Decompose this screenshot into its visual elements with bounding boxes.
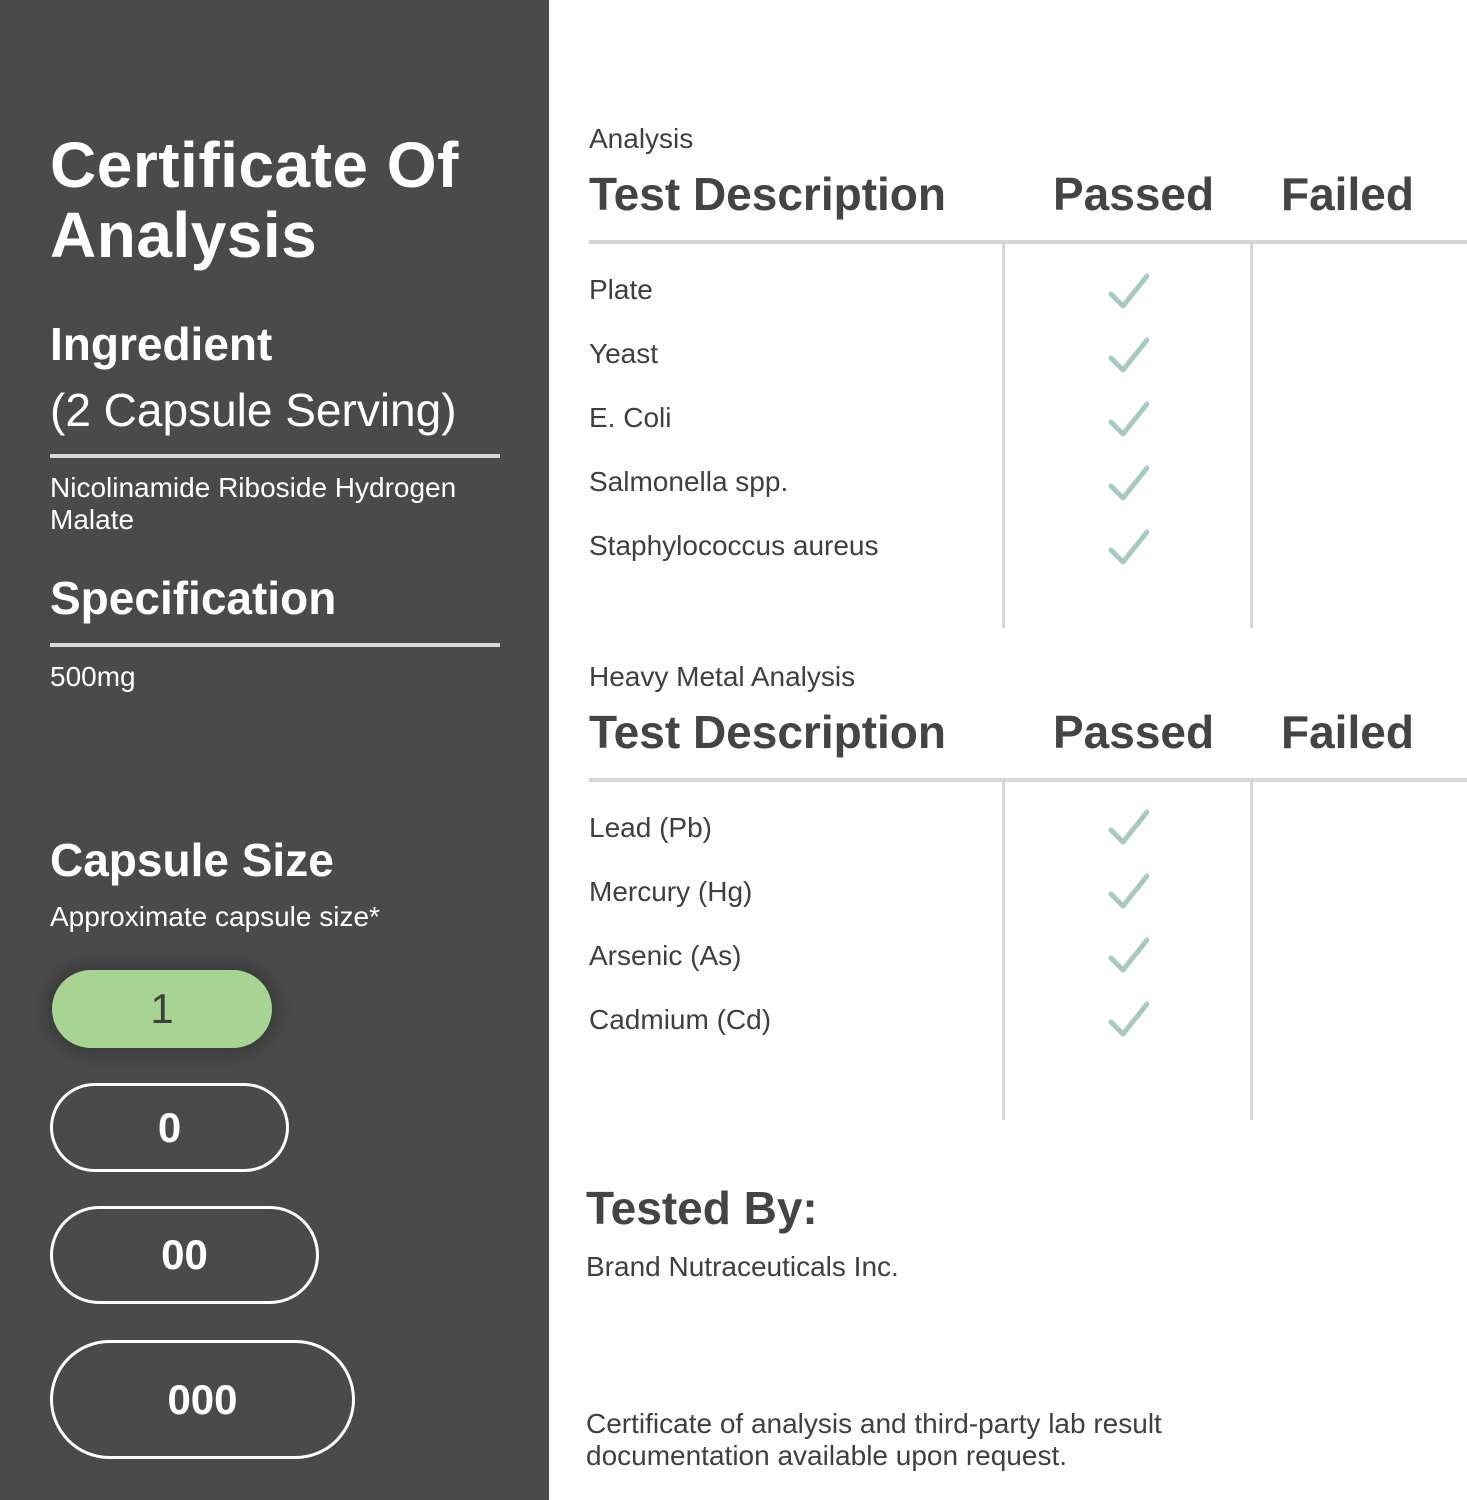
column-divider	[1250, 782, 1253, 1120]
analysis-section-label: Analysis	[589, 123, 694, 154]
footnote: Certificate of analysis and third-party lab result documentation available upon request.	[586, 1408, 1162, 1471]
test-row-label: Staphylococcus aureus	[589, 530, 879, 561]
capsule-size-label: 00	[161, 1231, 208, 1278]
test-row-label: Salmonella spp.	[589, 466, 789, 497]
column-header-passed: Passed	[1053, 168, 1215, 220]
ingredient-heading: Ingredient	[50, 318, 273, 370]
column-header-failed: Failed	[1281, 168, 1414, 220]
left-panel	[0, 0, 549, 1500]
column-divider	[1002, 244, 1005, 628]
heavy-metal-section-label: Heavy Metal Analysis	[589, 661, 856, 692]
test-row-label: Yeast	[589, 338, 659, 369]
capsule-size-label: 1	[150, 985, 174, 1032]
check-icon	[1107, 934, 1151, 978]
test-row-label: E. Coli	[589, 402, 672, 433]
check-icon	[1107, 870, 1151, 914]
column-divider	[1250, 244, 1253, 628]
capsule-size-000	[50, 1340, 355, 1459]
tested-by-heading: Tested By:	[586, 1182, 818, 1234]
capsule-size-00	[50, 1206, 319, 1304]
capsule-size-heading: Capsule Size	[50, 834, 334, 886]
divider	[50, 643, 500, 647]
test-row-label: Mercury (Hg)	[589, 876, 753, 907]
divider	[50, 454, 500, 458]
test-row-label: Plate	[589, 274, 653, 305]
check-icon	[1107, 398, 1151, 442]
tested-by-value: Brand Nutraceuticals Inc.	[586, 1251, 899, 1282]
test-row-label: Lead (Pb)	[589, 812, 712, 843]
specification-value: 500mg	[50, 661, 136, 692]
capsule-size-note: Approximate capsule size*	[50, 901, 380, 932]
capsule-size-0	[50, 1083, 289, 1172]
column-header-test: Test Description	[589, 706, 946, 758]
check-icon	[1107, 462, 1151, 506]
column-header-test: Test Description	[589, 168, 946, 220]
test-row-label: Arsenic (As)	[589, 940, 742, 971]
ingredient-subheading: (2 Capsule Serving)	[50, 384, 457, 436]
check-icon	[1107, 806, 1151, 850]
ingredient-value: Nicolinamide Riboside Hydrogen Malate	[50, 472, 457, 535]
table-header-rule	[589, 778, 1467, 782]
results-panel	[549, 0, 1467, 1500]
table-header-rule	[589, 240, 1467, 244]
capsule-size-1	[52, 970, 272, 1048]
check-icon	[1107, 334, 1151, 378]
capsule-size-label: 000	[167, 1375, 238, 1423]
column-header-failed: Failed	[1281, 706, 1414, 758]
check-icon	[1107, 526, 1151, 570]
check-icon	[1107, 270, 1151, 314]
column-divider	[1002, 782, 1005, 1120]
column-header-passed: Passed	[1053, 706, 1215, 758]
check-icon	[1107, 998, 1151, 1042]
specification-heading: Specification	[50, 572, 337, 624]
page-title: Certificate Of Analysis	[50, 129, 459, 271]
test-row-label: Cadmium (Cd)	[589, 1004, 772, 1035]
capsule-size-label: 0	[157, 1103, 182, 1151]
